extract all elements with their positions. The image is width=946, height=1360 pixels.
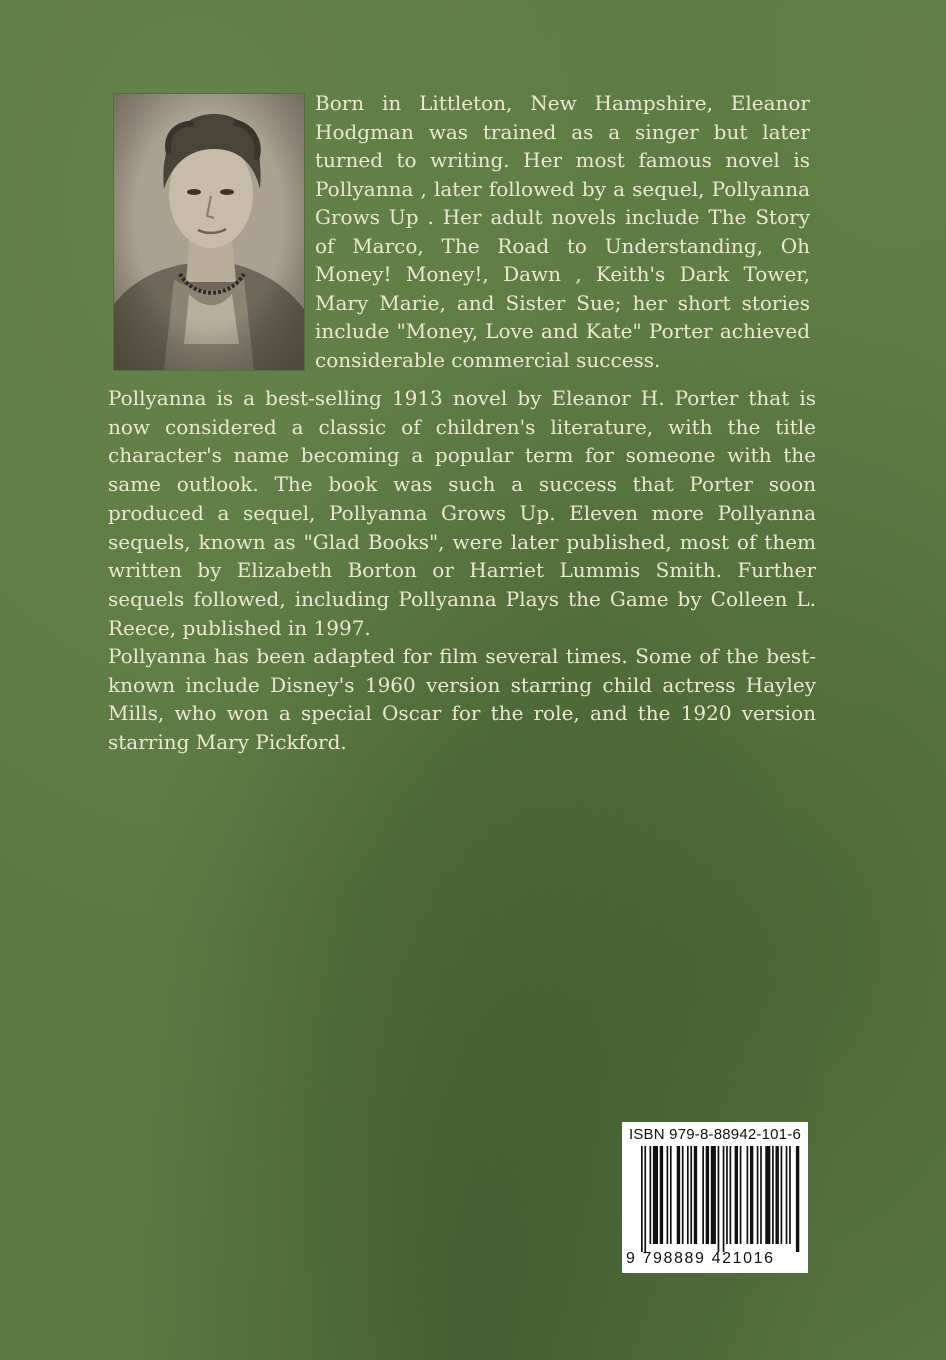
barcode-bar (718, 1146, 720, 1252)
barcode-bar (757, 1146, 759, 1244)
barcode-digits: 9 798889 421016 (626, 1250, 775, 1267)
barcode-bar (730, 1146, 732, 1244)
isbn-label: ISBN 979-8-88942-101-6 (628, 1126, 801, 1143)
barcode-bar (781, 1146, 783, 1244)
barcode-bar (786, 1146, 788, 1244)
barcode-bar (694, 1146, 697, 1244)
barcode-bar (641, 1146, 643, 1252)
barcode-bar (772, 1146, 774, 1244)
adaptations-description: Pollyanna has been adapted for film several times. Some of the best-known include Disney's 1960 version starring child actress Hayley Mills, who won a special Oscar for the role, and the 1920 version starring Mary Pickford. (108, 644, 816, 755)
barcode-bar (650, 1146, 652, 1244)
barcode-bar (750, 1146, 753, 1244)
barcode-bar (670, 1146, 672, 1244)
barcode-bar (747, 1146, 749, 1244)
isbn-barcode (622, 1122, 808, 1273)
author-portrait (114, 94, 304, 370)
barcode-bar (740, 1146, 742, 1244)
barcode-bar (682, 1146, 684, 1244)
barcode-bar (677, 1146, 680, 1244)
barcode-bar (702, 1146, 704, 1244)
barcode-bar (711, 1146, 716, 1244)
barcode-bar (735, 1146, 738, 1244)
barcode-bar (690, 1146, 692, 1244)
barcode-bar (723, 1146, 725, 1252)
barcode-bar (726, 1146, 728, 1244)
barcode-bar (667, 1146, 669, 1244)
barcode-bar (660, 1146, 663, 1244)
barcode-bar (775, 1146, 778, 1244)
barcode-bar (789, 1146, 791, 1244)
author-bio: Born in Littleton, New Hampshire, Eleanor Hodgman was trained as a singer but later turned to writing. Her most famous novel is Pollyanna , later followed by a sequel, Pollyanna Grows Up . Her adult novels include The Story of Marco, The Road to Understanding, Oh Money! Money!, Dawn , Keith's Dark Tower, Mary Marie, and Sister Sue; her short stories include "Money, Love and Kate" Porter achieved considerable commercial success. (315, 91, 810, 372)
barcode-bars (641, 1146, 801, 1252)
barcode-bar (760, 1146, 762, 1244)
author-portrait-image (114, 94, 304, 370)
barcode-bar (653, 1146, 658, 1244)
barcode-bar (644, 1146, 646, 1252)
barcode-bar (706, 1146, 709, 1244)
barcode-bar (687, 1146, 689, 1244)
barcode-bar (796, 1146, 799, 1252)
book-description: Pollyanna is a best-selling 1913 novel by Eleanor H. Porter that is now considered a classic of children's literature, with the title character's name becoming a popular term for someone with the same outlook. The book was such a success that Porter soon produced a sequel, Pollyanna Grows Up. Eleven more Pollyanna sequels, known as "Glad Books", were later published, most of them written by Elizabeth Borton or Harriet Lummis Smith. Further sequels followed, including Pollyanna Plays the Game by Colleen L. Reece, published in 1997. (108, 386, 816, 640)
barcode-bar (765, 1146, 770, 1244)
